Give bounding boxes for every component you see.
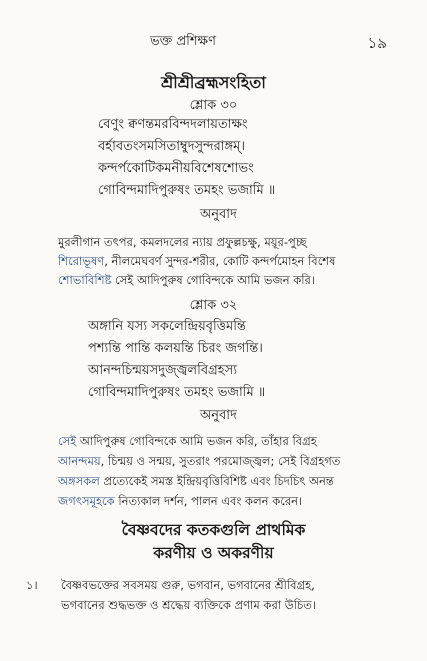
verse-line: বেণুং ক্বণন্তমরবিন্দদলায়তাক্ষং — [98, 117, 248, 132]
paragraph-line — [58, 451, 388, 471]
verse-line: আনন্দচিন্ময়সদুজ্জ্বলবিগ্রহস্য — [88, 363, 237, 378]
highlighted-word: আনন্দময় — [58, 454, 101, 468]
paragraph-line — [58, 471, 388, 491]
paragraph-line — [58, 431, 388, 451]
subtitle-line: বৈষ্ণবদের কতকগুলি প্রাথমিক — [121, 521, 306, 539]
subtitle-line: করণীয় ও অকরণীয় — [153, 544, 274, 562]
highlighted-word: জগৎসমূহকে — [58, 494, 115, 508]
highlighted-word: অঙ্গসকল — [58, 474, 100, 488]
verse-line: গোবিন্দমাদিপুরুষং তমহং ভজামি ॥ — [98, 183, 276, 198]
paragraph-text: প্রত্যেকেই সমস্ত ইন্দ্রিয়বৃত্তিবিশিষ্ট এবং চিদচিৎ অনন্ত — [99, 474, 334, 488]
running-head: ভক্ত প্রশিক্ষণ — [150, 34, 216, 49]
verse-line: অঙ্গানি যস্য সকলেন্দ্রিয়বৃত্তিমন্তি — [88, 319, 246, 334]
highlighted-word: সেই — [58, 434, 77, 448]
paragraph-line — [58, 491, 388, 511]
verse-line: গোবিন্দমাদিপুরুষং তমহং ভজামি ॥ — [88, 385, 266, 400]
paragraph-line — [58, 271, 388, 290]
paragraph-text: , চিন্ময় ও সন্ময়, সুতরাং পরমোজ্জ্বল; সেই বিগ্রহগত — [100, 454, 341, 468]
list-number: ১। — [26, 578, 38, 592]
paragraph-text: নিত্যকাল দর্শন, পালন এবং কলন করেন। — [114, 494, 303, 508]
section-title: শ্রীশ্রীব্রহ্মসংহিতা — [161, 73, 266, 92]
paragraph-text: সেই আদিপুরুষ গোবিন্দকে আমি ভজন করি। — [111, 273, 315, 287]
verse-label-32: শ্লোক ৩২ — [189, 298, 238, 313]
chapter-subtitle — [0, 519, 427, 565]
verse-line: বর্হাবতংসমসিতাম্বুদসুন্দরাঙ্গম্। — [98, 139, 245, 154]
paragraph-line — [58, 252, 388, 271]
page-header — [0, 32, 427, 54]
verse-30 — [98, 114, 275, 202]
paragraph-text: , নীলমেঘবর্ণ সুন্দর-শরীর, কোটি কন্দর্পমোহন বিশেষ — [104, 254, 336, 268]
list-item — [26, 575, 396, 615]
list-item-line: ভগবানের শুদ্ধভক্ত ও শ্রদ্ধেয় ব্যক্তিকে প্রণাম করা উচিত। — [61, 598, 316, 612]
paragraph-line: মুরলীগান তৎপর, কমলদলের ন্যায় প্রফুল্লচক্ষু, ময়ূর-পুচ্ছ — [58, 235, 307, 249]
list-item-line: বৈষ্ণবভক্তের সবসময় গুরু, ভগবান, ভগবানের শ্রীবিগ্রহ, — [61, 578, 315, 592]
translation-heading: অনুবাদ — [200, 207, 237, 222]
highlighted-word: শিরোভূষণ — [58, 254, 105, 268]
translation-heading: অনুবাদ — [200, 408, 237, 423]
verse-line: কন্দর্পকোটিকমনীয়বিশেষশোভং — [98, 161, 254, 176]
translation-paragraph-2 — [58, 431, 388, 511]
paragraph-text: আদিপুরুষ গোবিন্দকে আমি ভজন করি, তাঁহার বিগ্রহ — [76, 434, 317, 448]
translation-paragraph-1 — [58, 233, 388, 290]
verse-32 — [88, 316, 265, 404]
verse-line: পশ্যন্তি পান্তি কলয়ন্তি চিরং জগন্তি। — [88, 341, 263, 356]
verse-label-30: শ্লোক ৩০ — [189, 98, 238, 113]
highlighted-word: শোভাবিশিষ্ট — [58, 273, 112, 287]
numbered-list — [26, 575, 396, 615]
page-number: ১৯ — [367, 34, 387, 52]
